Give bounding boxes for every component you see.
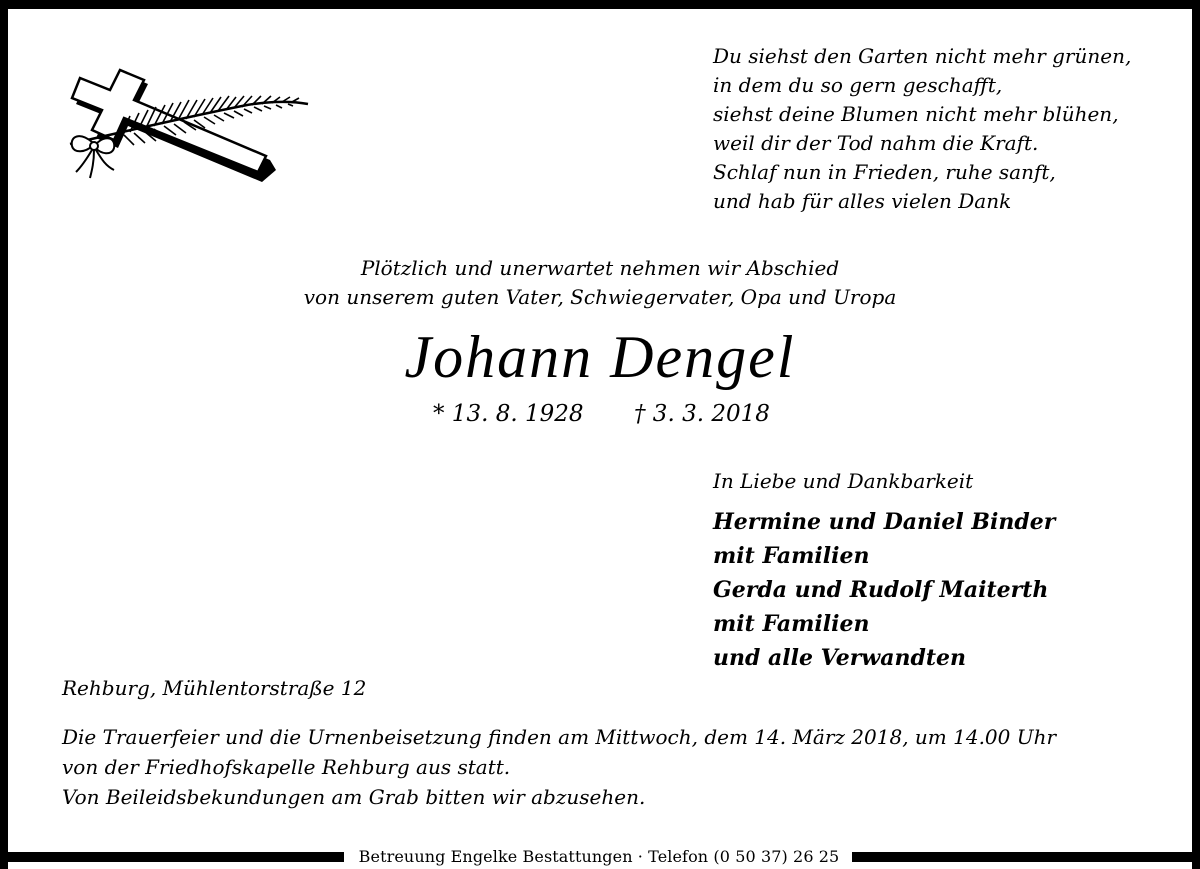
mourner-line: Gerda und Rudolf Maiterth [713, 577, 1049, 603]
deceased-name: Johann Dengel [404, 324, 796, 390]
family-address: Rehburg, Mühlentorstraße 12 [62, 676, 367, 700]
mourner-line: und alle Verwandten [713, 645, 967, 671]
dedication-line: In Liebe und Dankbarkeit [713, 469, 974, 493]
service-line: Die Trauerfeier und die Urnenbeisetzung finden am Mittwoch, dem 14. März 2018, um 14.00 Uhr [62, 725, 1057, 749]
mourner-line: mit Familien [713, 611, 870, 637]
poem-line: siehst deine Blumen nicht mehr blühen, [713, 102, 1119, 126]
poem-line: weil dir der Tod nahm die Kraft. [713, 131, 1039, 155]
footer-rule-left [0, 852, 344, 862]
service-line: Von Beileidsbekundungen am Grab bitten wir abzusehen. [62, 785, 646, 809]
birth-date: * 13. 8. 1928 [433, 401, 584, 427]
announcement-intro [200, 254, 1000, 312]
intro-line: von unserem guten Vater, Schwiegervater, Opa und Uropa [303, 285, 897, 309]
footer-rule-right [852, 852, 1200, 862]
mourners-list [713, 505, 1055, 675]
poem-line: in dem du so gern geschafft, [713, 73, 1003, 97]
service-details [62, 722, 1056, 812]
cross-with-palm-branch-icon [62, 62, 312, 187]
service-line: von der Friedhofskapelle Rehburg aus statt. [62, 755, 511, 779]
mourner-line: Hermine und Daniel Binder [713, 509, 1056, 535]
undertaker-footer: Betreuung Engelke Bestattungen · Telefon (0 50 37) 26 25 [358, 847, 840, 866]
poem-line: Du siehst den Garten nicht mehr grünen, [713, 44, 1132, 68]
poem [713, 42, 1131, 216]
intro-line: Plötzlich und unerwartet nehmen wir Abschied [360, 256, 840, 280]
poem-line: Schlaf nun in Frieden, ruhe sanft, [713, 160, 1056, 184]
mourner-line: mit Familien [713, 543, 870, 569]
poem-line: und hab für alles vielen Dank [713, 189, 1012, 213]
death-date: † 3. 3. 2018 [634, 401, 770, 427]
